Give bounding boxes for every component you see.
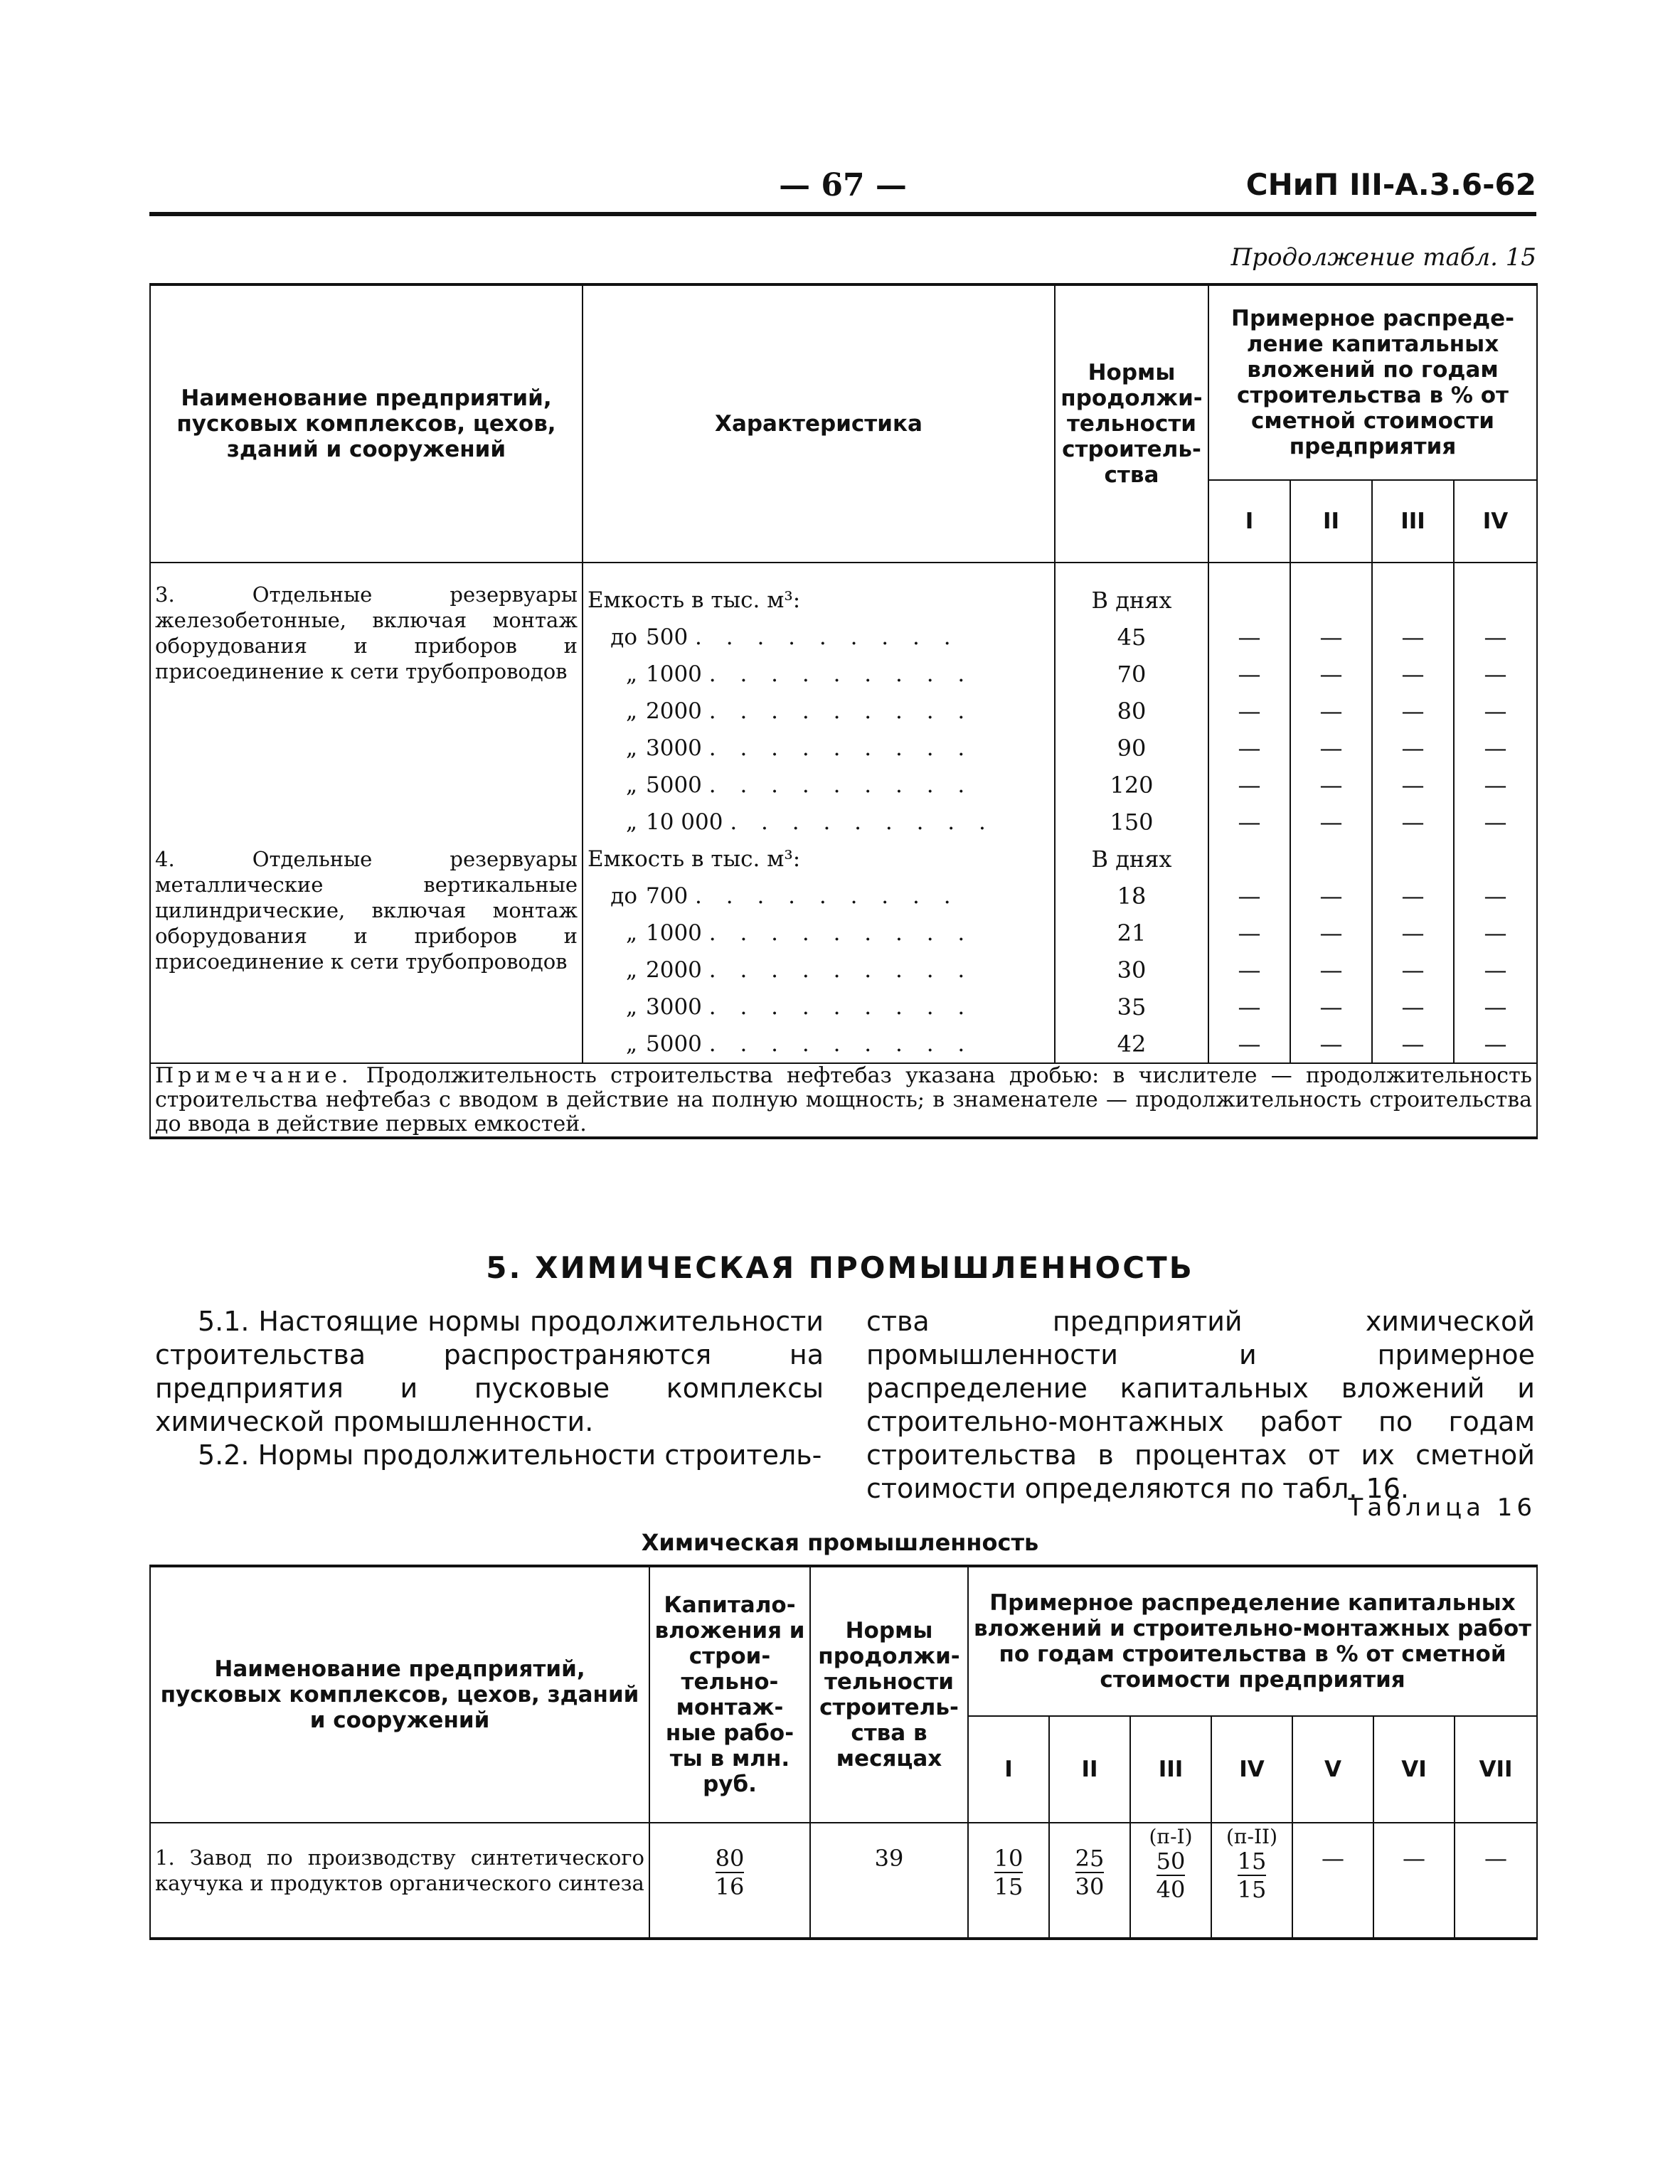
t16-header-year-6: VI	[1373, 1716, 1455, 1823]
spec-item: до 500 . . . . . . . . .	[610, 624, 959, 650]
row-name: 3. Отдельные резервуары железобетонные, включая монтаж оборудования и приборов и присоединение к сети трубопроводов	[150, 563, 583, 841]
dist-year-1: — — — — — —	[1208, 563, 1290, 841]
norm-value: 150	[1110, 809, 1154, 836]
table-row	[150, 841, 1537, 1063]
table-row	[150, 563, 1537, 841]
dist-year-4: — — — — — —	[1454, 563, 1537, 841]
spec-item: „ 10 000 . . . . . . . . .	[625, 809, 994, 835]
norm-value: 30	[1117, 957, 1147, 984]
norm-value: 18	[1117, 883, 1147, 910]
t16-header-year-4: IV	[1211, 1716, 1292, 1823]
norm-value: 35	[1117, 994, 1147, 1021]
row-year-5: —	[1292, 1823, 1373, 1939]
spec-title: Емкость в тыс. м³:	[588, 587, 801, 613]
table-16-label: Таблица 16	[1348, 1493, 1536, 1522]
t16-header-distribution: Примерное распределение капитальных вложений и строительно-монтажных работ по годам строительства в % от сметной стоимости предприятия	[968, 1566, 1537, 1716]
table-continuation-label: Продолжение табл. 15	[1230, 243, 1536, 272]
dist-year-2: — — — — — —	[1290, 563, 1372, 841]
dist-year-3: — — — — — —	[1372, 563, 1454, 841]
table-note-row	[150, 1063, 1537, 1138]
paragraph-5-1: 5.1. Настоящие нормы продолжительности строительства распространяются на предприятия и пусковые комплексы химической промышленности.	[155, 1306, 824, 1437]
row-norms	[1055, 563, 1208, 841]
text-column-right	[866, 1305, 1535, 1506]
spec-item: „ 1000 . . . . . . . . .	[625, 661, 974, 687]
page-header	[149, 167, 1536, 210]
t16-header-year-7: VII	[1455, 1716, 1537, 1823]
dist-year-1: — — — — —	[1208, 841, 1290, 1063]
header-year-1: I	[1208, 480, 1290, 563]
spec-item: „ 3000 . . . . . . . . .	[625, 735, 974, 761]
t16-header-name: Наименование предприятий, пусковых комплексов, цехов, зданий и сооружений	[150, 1566, 649, 1823]
row-spec	[583, 841, 1055, 1063]
t16-header-year-1: I	[968, 1716, 1049, 1823]
header-year-4: IV	[1454, 480, 1537, 563]
row-spec	[583, 563, 1055, 841]
table-15	[149, 283, 1538, 1139]
norm-value: 80	[1117, 698, 1147, 725]
header-distribution: Примерное распреде-ление капитальных вложений по годам строительства в % от сметной стоимости предприятия	[1208, 284, 1537, 480]
row-year-4: (п-II) $\frac{15}{15}$	[1211, 1823, 1292, 1939]
header-rule	[149, 212, 1536, 216]
dist-year-4: — — — — —	[1454, 841, 1537, 1063]
document-code: СНиП III-А.3.6-62	[1245, 167, 1536, 202]
spec-item: „ 2000 . . . . . . . . .	[625, 957, 974, 983]
row-norm: 39	[810, 1823, 968, 1939]
row-norms	[1055, 841, 1208, 1063]
note-text: Продолжительность строительства нефтебаз указана дробью: в числителе — продолжительность строительства нефтебаз с вводом в действие на полную мощность; в знаменателе — продолжительность строительства до ввода в действие первых емкостей.	[155, 1063, 1533, 1136]
t16-header-year-5: V	[1292, 1716, 1373, 1823]
norm-unit: В днях	[1091, 846, 1172, 873]
row-year-1: $\frac{10}{15}$	[968, 1823, 1049, 1939]
text-column-left	[155, 1305, 824, 1472]
paragraph-5-2: 5.2. Нормы продолжительности строитель-	[198, 1439, 822, 1471]
paragraph-5-2-cont: ства предприятий химической промышленности и примерное распределение капитальных вложений и строительно-монтажных работ по годам строительства в процентах от их сметной стоимости определяются по табл. 16.	[866, 1306, 1535, 1504]
dist-year-3: — — — — —	[1372, 841, 1454, 1063]
row-year-3: (п-I) $\frac{50}{40}$	[1130, 1823, 1211, 1939]
norm-value: 70	[1117, 661, 1147, 688]
page-number: — 67 —	[779, 167, 907, 203]
spec-item: „ 3000 . . . . . . . . .	[625, 994, 974, 1020]
table-16-caption: Химическая промышленность	[641, 1529, 1039, 1556]
spec-item: до 700 . . . . . . . . .	[610, 883, 959, 909]
header-year-3: III	[1372, 480, 1454, 563]
header-norms: Нормы продолжи-тельности строитель-ства	[1055, 284, 1208, 563]
row-name: 4. Отдельные резервуары металлические вертикальные цилиндрические, включая монтаж оборудования и приборов и присоединение к сети трубопроводов	[150, 841, 583, 1063]
spec-item: „ 5000 . . . . . . . . .	[625, 772, 974, 798]
note-label: Примечание.	[155, 1063, 353, 1088]
t16-header-year-2: II	[1049, 1716, 1130, 1823]
table-row	[150, 1823, 1537, 1939]
table-note	[150, 1063, 1537, 1138]
header-name: Наименование предприятий, пусковых комплексов, цехов, зданий и сооружений	[150, 284, 583, 563]
norm-value: 90	[1117, 735, 1147, 762]
norm-value: 120	[1110, 772, 1154, 799]
t16-header-norms: Нормы продолжи-тельности строитель-ства в месяцах	[810, 1566, 968, 1823]
row-name: 1. Завод по производству синтетического каучука и продуктов органического синтеза	[150, 1823, 649, 1939]
norm-unit: В днях	[1091, 587, 1172, 614]
row-year-6: —	[1373, 1823, 1455, 1939]
norm-value: 45	[1117, 624, 1147, 651]
spec-item: „ 1000 . . . . . . . . .	[625, 920, 974, 946]
table-16	[149, 1565, 1538, 1940]
row-capital: $\frac{80}{16}$	[649, 1823, 810, 1939]
norm-value: 21	[1117, 920, 1147, 947]
row-year-2: $\frac{25}{30}$	[1049, 1823, 1130, 1939]
section-title: 5. ХИМИЧЕСКАЯ ПРОМЫШЛЕННОСТЬ	[486, 1250, 1194, 1285]
dist-year-2: — — — — —	[1290, 841, 1372, 1063]
norm-value: 42	[1117, 1030, 1147, 1058]
spec-title: Емкость в тыс. м³:	[588, 846, 801, 872]
header-year-2: II	[1290, 480, 1372, 563]
spec-item: „ 5000 . . . . . . . . .	[625, 1031, 974, 1057]
t16-header-year-3: III	[1130, 1716, 1211, 1823]
row-year-7: —	[1455, 1823, 1537, 1939]
header-characteristic: Характеристика	[583, 284, 1055, 563]
spec-item: „ 2000 . . . . . . . . .	[625, 698, 974, 724]
t16-header-capital: Капитало-вложения и строи-тельно-монтаж-ные рабо-ты в млн. руб.	[649, 1566, 810, 1823]
